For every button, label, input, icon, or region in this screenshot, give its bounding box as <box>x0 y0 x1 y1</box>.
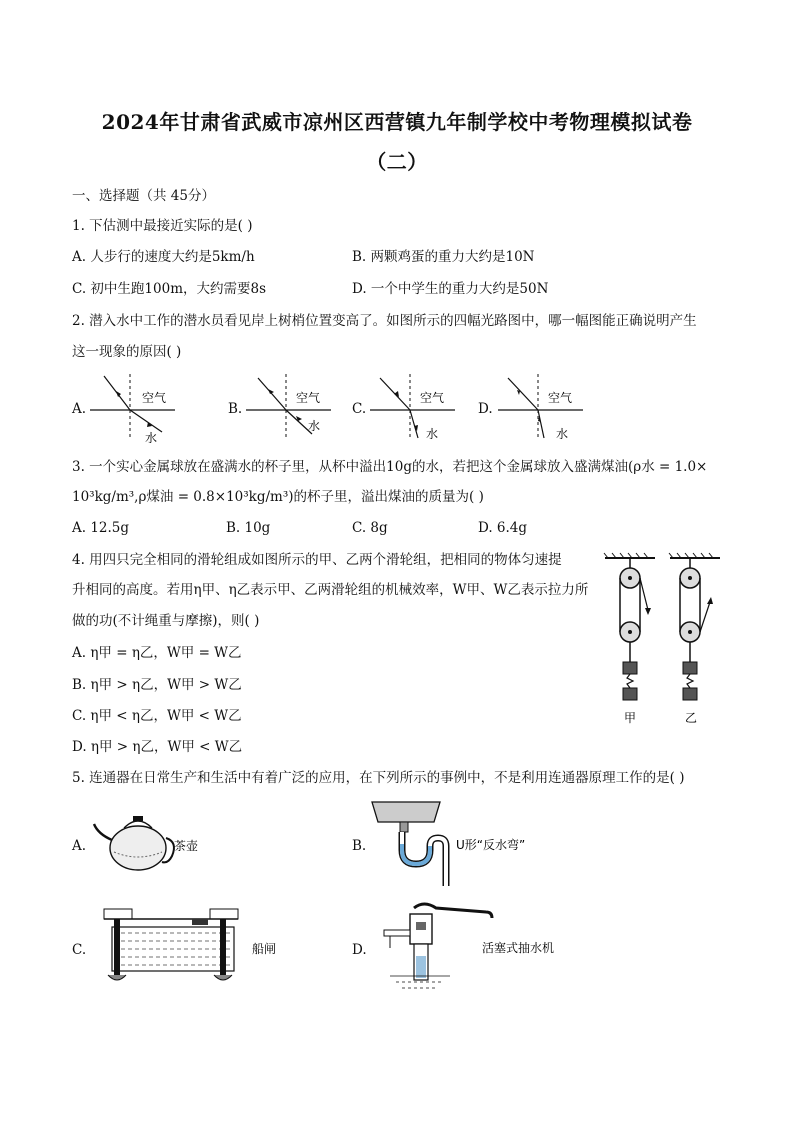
q4-yi-label: 乙 <box>685 711 698 725</box>
q2-option-a[interactable]: A. <box>72 401 87 417</box>
q1-option-d[interactable]: D. 一个中学生的重力大约是50N <box>352 281 549 297</box>
q5-stem: 5. 连通器在日常生产和生活中有着广泛的应用，在下列所示的事例中，不是利用连通器原理工作的是( ) <box>72 770 685 786</box>
q2d-air-label: 空气 <box>548 391 573 405</box>
q2-diagram-b <box>246 372 336 444</box>
q2d-water-label: 水 <box>556 427 569 441</box>
q2b-air-label: 空气 <box>296 391 321 405</box>
q5-option-b[interactable]: B. <box>352 838 367 854</box>
q1-option-b[interactable]: B. 两颗鸡蛋的重力大约是10N <box>352 249 535 265</box>
q4-stem-cont2: 做的功(不计绳重与摩擦)，则( ) <box>72 613 260 629</box>
q4-option-b[interactable]: B. η甲 > η乙，W甲 > W乙 <box>72 677 242 693</box>
q2-option-c[interactable]: C. <box>352 401 367 417</box>
q5-u-trap-label: U形“反水弯” <box>456 838 526 852</box>
q2a-air-label: 空气 <box>142 391 167 405</box>
q4-stem-cont: 升相同的高度。若用η甲、η乙表示甲、乙两滑轮组的机械效率，W甲、W乙表示拉力所 <box>72 582 589 598</box>
q5-ship-lock-image <box>92 905 292 990</box>
q2-stem-cont: 这一现象的原因( ) <box>72 344 182 360</box>
q5-teapot-label: 茶壶 <box>174 839 199 853</box>
q2-option-b[interactable]: B. <box>228 401 243 417</box>
exam-title-part: （二） <box>366 150 428 174</box>
q5-pump-label: 活塞式抽水机 <box>482 941 555 955</box>
q3-option-b[interactable]: B. 10g <box>226 520 271 536</box>
q2b-water-label: 水 <box>308 419 321 433</box>
q5-option-d[interactable]: D. <box>352 942 367 958</box>
q4-stem: 4. 用四只完全相同的滑轮组成如图所示的甲、乙两个滑轮组，把相同的物体匀速提 <box>72 552 562 568</box>
q5-option-c[interactable]: C. <box>72 942 87 958</box>
q5-u-trap-image <box>368 800 568 890</box>
q4-jia-label: 甲 <box>624 711 637 725</box>
q5-option-a[interactable]: A. <box>72 838 87 854</box>
q2a-water-label: 水 <box>145 431 158 445</box>
q2-stem: 2. 潜入水中工作的潜水员看见岸上树梢位置变高了。如图所示的四幅光路图中，哪一幅图能正确说明产生 <box>72 313 697 329</box>
q5-ship-lock-label: 船闸 <box>252 942 277 956</box>
q4-option-c[interactable]: C. η甲 < η乙，W甲 < W乙 <box>72 708 242 724</box>
q2-diagram-a <box>90 372 180 444</box>
q2c-water-label: 水 <box>426 427 439 441</box>
q1-option-c[interactable]: C. 初中生跑100m，大约需要8s <box>72 281 267 297</box>
q5-pump-image <box>370 900 590 992</box>
q4-option-d[interactable]: D. η甲 > η乙，W甲 < W乙 <box>72 739 243 755</box>
q3-option-a[interactable]: A. 12.5g <box>72 520 130 536</box>
q3-option-d[interactable]: D. 6.4g <box>478 520 528 536</box>
section-heading: 一、选择题（共 45分） <box>72 188 215 204</box>
q2c-air-label: 空气 <box>420 391 445 405</box>
q1-option-a[interactable]: A. 人步行的速度大约是5km/h <box>72 249 255 265</box>
q2-diagram-c <box>370 372 460 444</box>
exam-title: 2024年甘肃省武威市凉州区西营镇九年制学校中考物理模拟试卷 <box>101 110 693 134</box>
q3-option-c[interactable]: C. 8g <box>352 520 388 536</box>
q4-option-a[interactable]: A. η甲 = η乙，W甲 = W乙 <box>72 645 242 661</box>
q4-pulley-diagram <box>600 552 725 732</box>
q2-option-d[interactable]: D. <box>478 401 493 417</box>
q3-stem: 3. 一个实心金属球放在盛满水的杯子里，从杯中溢出10g的水，若把这个金属球放入盛满煤油(ρ水 = 1.0× <box>72 459 708 475</box>
q2-diagram-d <box>498 372 588 444</box>
q3-stem-cont: 10³kg/m³,ρ煤油 = 0.8×10³kg/m³)的杯子里，溢出煤油的质量为( ) <box>72 489 484 505</box>
q5-teapot-image <box>88 806 199 876</box>
q1-stem: 1. 下估测中最接近实际的是( ) <box>72 218 253 234</box>
